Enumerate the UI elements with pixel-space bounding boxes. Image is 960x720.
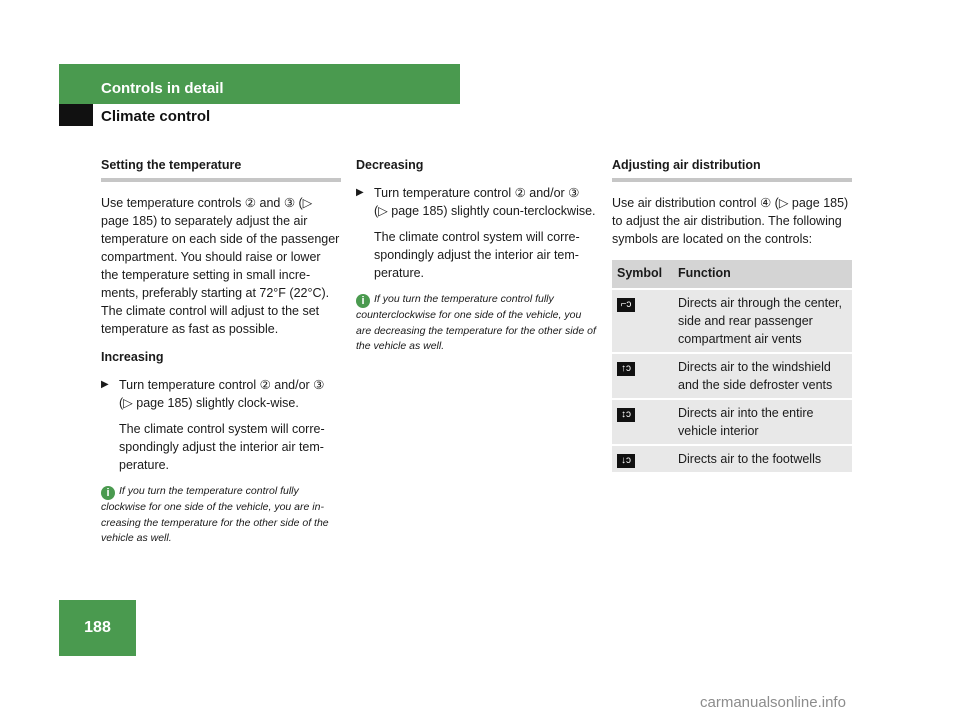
info-icon: i <box>356 294 370 308</box>
air-windshield-icon: ↑ↄ <box>617 362 635 376</box>
column-decreasing <box>356 156 596 355</box>
table-row <box>612 400 852 444</box>
bullet-arrow-icon: ▶ <box>101 379 109 390</box>
step-text: Turn temperature control ② and/or ③ (▷ page 185) slightly clock-wise. <box>119 378 325 410</box>
section-title: Climate control <box>101 108 211 125</box>
note-text: If you turn the temperature control fully clockwise for one side of the vehicle, you are in-creasing the temperature for the other side of the vehicle as well. <box>101 485 329 544</box>
column-air-distribution <box>612 156 852 474</box>
page-number: 188 <box>84 619 111 636</box>
result-text: The climate control system will corre-spondingly adjust the interior air tem-perature. <box>119 422 325 472</box>
note-text: If you turn the temperature control fully counterclockwise for one side of the vehicle, you are decreasing the temperature for the other side of the vehicle as well. <box>356 293 596 352</box>
function-cell: Directs air to the windshield and the side defroster vents <box>673 354 852 398</box>
step-decreasing <box>356 184 596 220</box>
info-note <box>356 292 596 355</box>
watermark: carmanualsonline.info <box>700 694 846 711</box>
table-row <box>612 290 852 352</box>
function-cell: Directs air through the center, side and rear passenger compartment air vents <box>673 290 852 352</box>
header-symbol: Symbol <box>612 260 673 288</box>
function-cell: Directs air to the footwells <box>673 446 852 472</box>
air-center-vents-icon: ⌐ↄ <box>617 298 635 312</box>
info-note <box>101 484 341 547</box>
result-text: The climate control system will corre-spondingly adjust the interior air tem-perature. <box>374 230 580 280</box>
step-increasing <box>101 376 341 412</box>
bullet-arrow-icon: ▶ <box>356 187 364 198</box>
air-footwells-icon: ↓ↄ <box>617 454 635 468</box>
table-row <box>612 354 852 398</box>
heading-setting-temperature: Setting the temperature <box>101 156 341 182</box>
header-function: Function <box>673 260 852 288</box>
column-setting-temperature <box>101 156 341 547</box>
info-icon: i <box>101 486 115 500</box>
section-tab <box>59 104 93 126</box>
chapter-title: Controls in detail <box>101 80 224 97</box>
step-text: Turn temperature control ② and/or ③ (▷ page 185) slightly coun-terclockwise. <box>374 186 596 218</box>
intro-paragraph: Use air distribution control ④ (▷ page 185) to adjust the air distribution. The following symbols are located on the controls: <box>612 196 849 246</box>
table-header-row <box>612 260 852 288</box>
function-cell: Directs air into the entire vehicle interior <box>673 400 852 444</box>
intro-paragraph: Use temperature controls ② and ③ (▷ page 185) to separately adjust the air temperature on each side of the passenger compartment. You should raise or lower the temperature setting in small incre-ments, preferably starting at 72°F (22°C). The climate control will adjust to the set temperature as fast as possible. <box>101 196 340 336</box>
subhead-decreasing: Decreasing <box>356 158 424 172</box>
subhead-increasing: Increasing <box>101 350 164 364</box>
table-row <box>612 446 852 472</box>
air-entire-interior-icon: ↕ↄ <box>617 408 635 422</box>
heading-air-distribution: Adjusting air distribution <box>612 156 852 182</box>
symbol-table <box>612 258 852 474</box>
